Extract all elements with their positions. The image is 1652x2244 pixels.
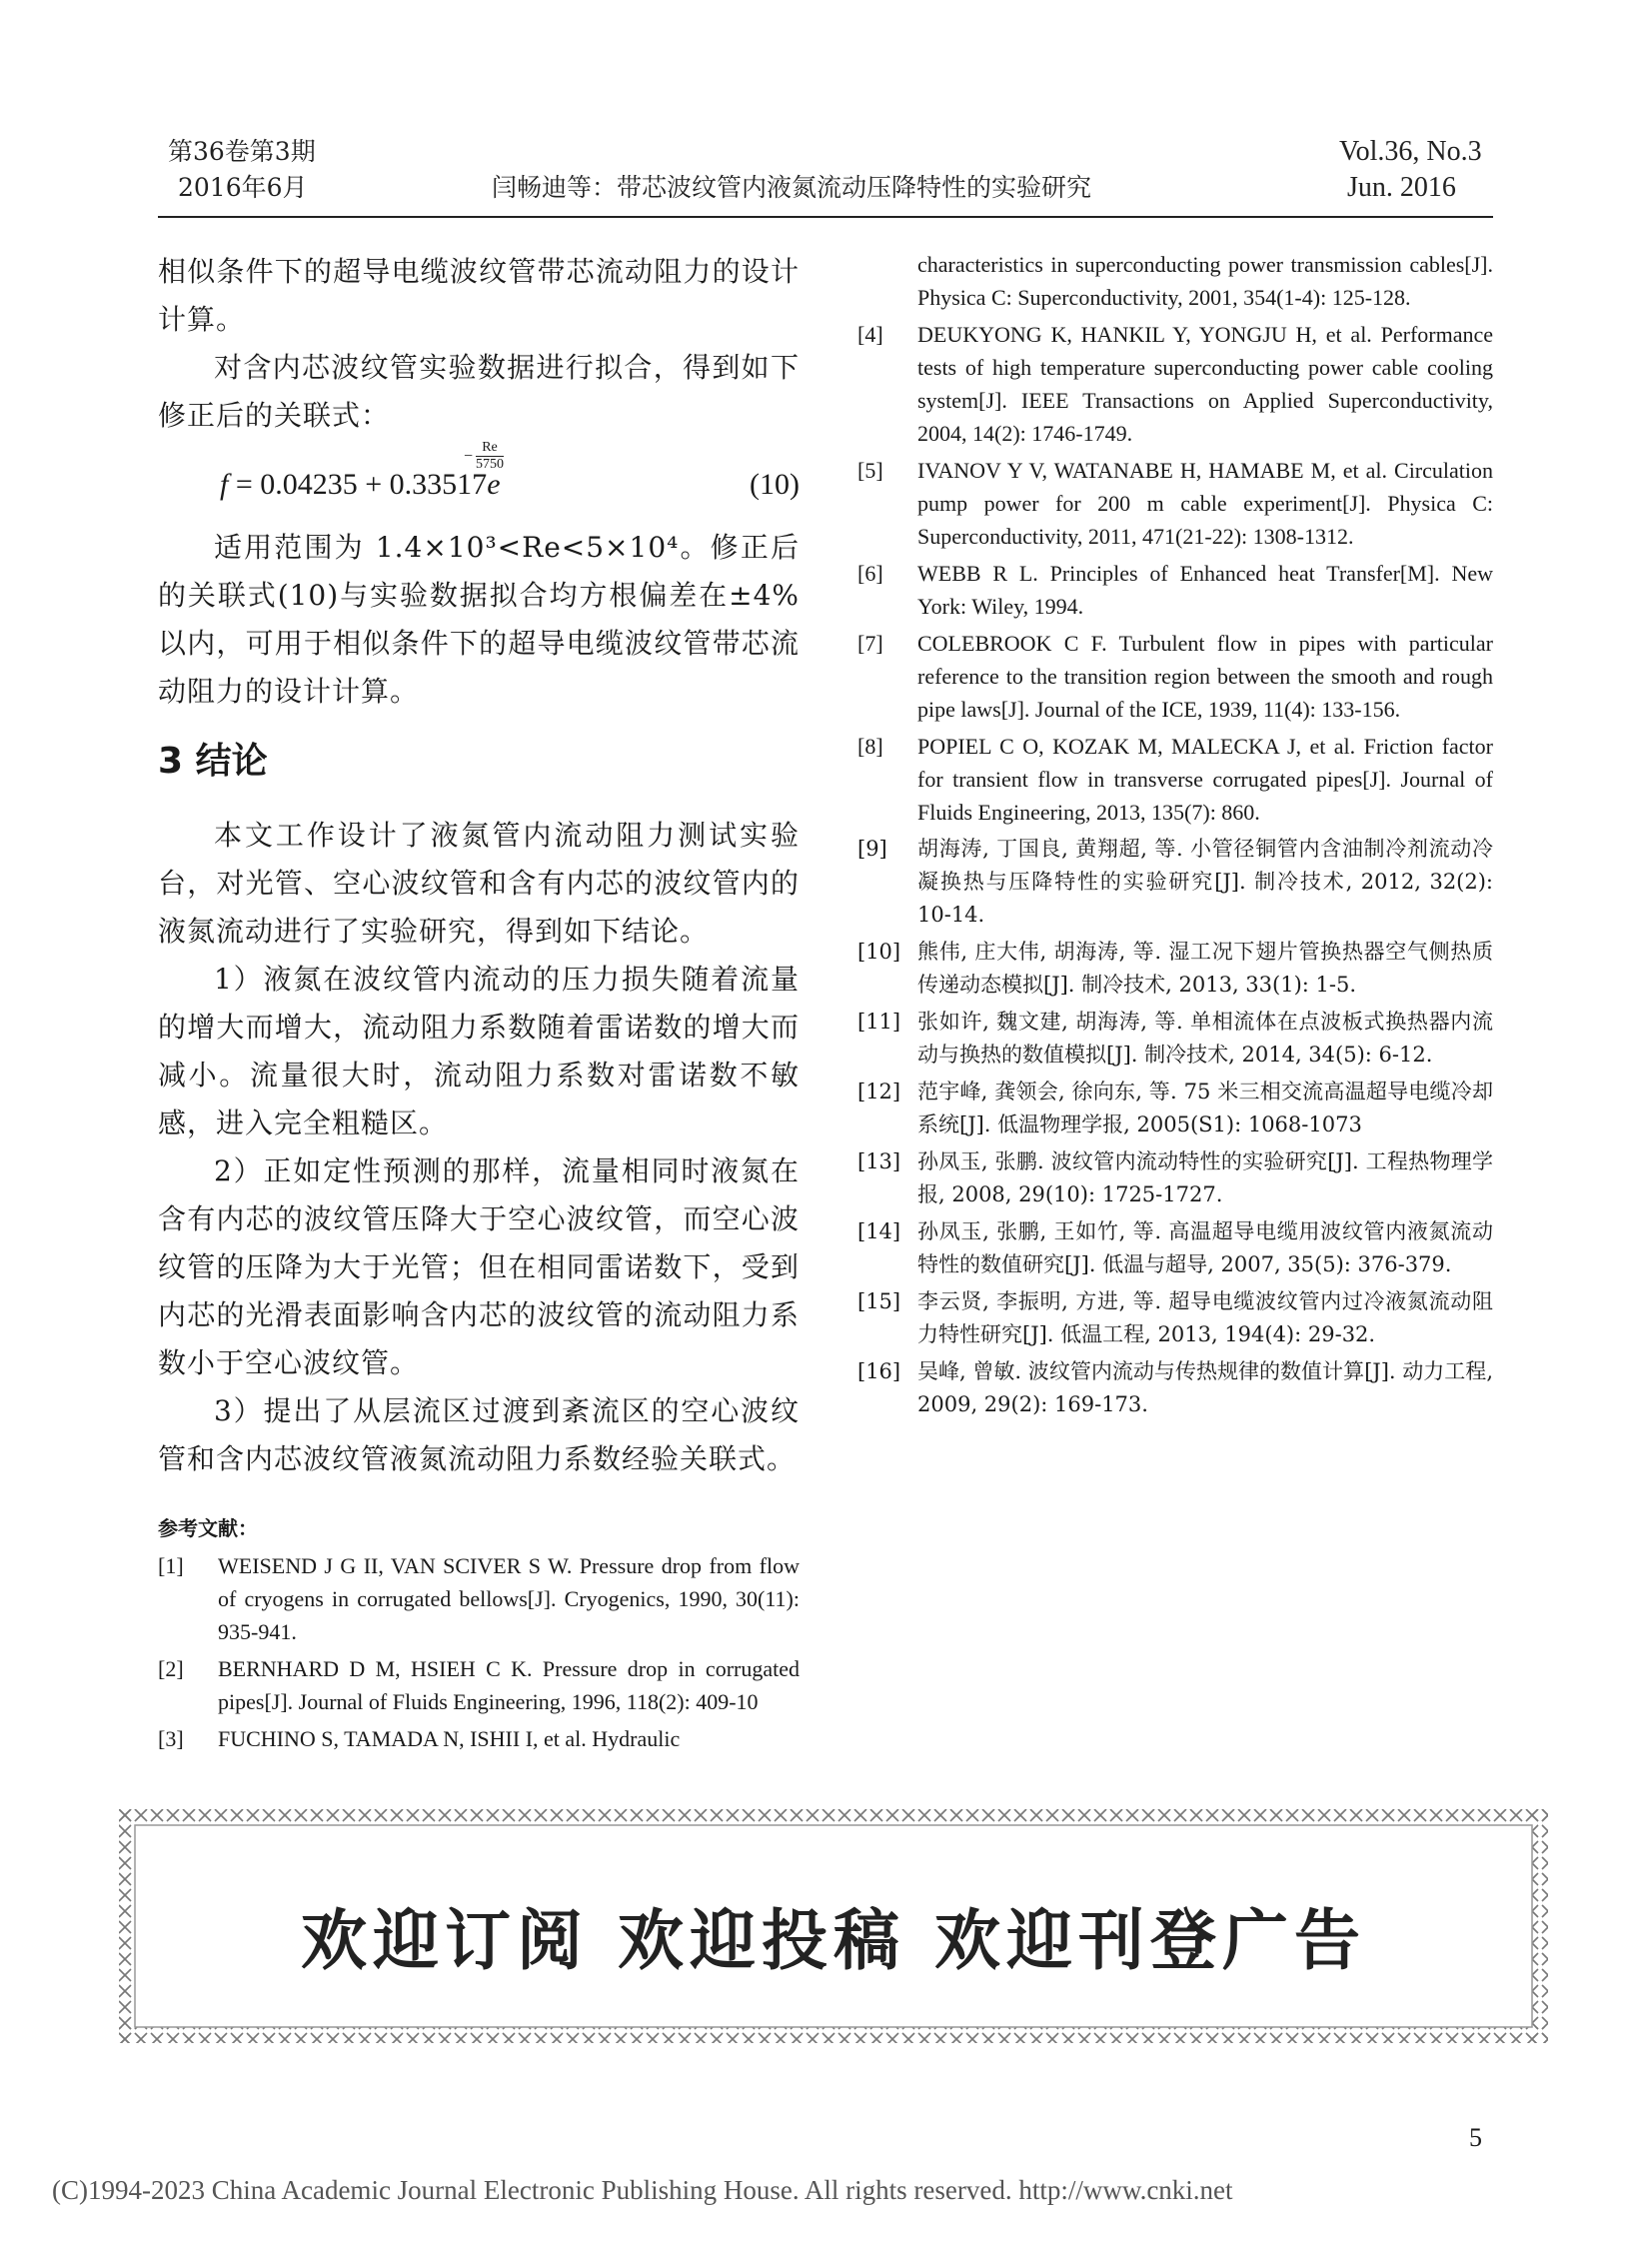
reference-item <box>857 1145 1493 1211</box>
paragraph: 2）正如定性预测的那样，流量相同时液氮在含有内芯的波纹管压降大于空心波纹管，而空心波纹管的压降为大于光管；但在相同雷诺数下，受到内芯的光滑表面影响含内芯的波纹管的流动阻力系数小于空心波纹管。 <box>158 1154 800 1379</box>
formula-exponent: − Re 5750 <box>464 440 504 472</box>
reference-number: [15] <box>857 1289 901 1313</box>
reference-number: [2] <box>158 1656 184 1681</box>
reference-item <box>158 1652 800 1718</box>
reference-text: 胡海涛, 丁国良, 黄翔超, 等. 小管径铜管内含油制冷剂流动冷凝换热与压降特性的实验研究[J]. 制冷技术, 2012, 32(2): 10-14. <box>917 837 1493 927</box>
header-vol-en: Vol.36, No.3 <box>1339 136 1482 167</box>
reference-item <box>857 730 1493 829</box>
reference-item <box>857 627 1493 726</box>
header-running-title: 闫畅迪等：带芯波纹管内液氮流动压降特性的实验研究 <box>492 173 1092 202</box>
reference-number: [12] <box>857 1080 901 1104</box>
reference-text: FUCHINO S, TAMADA N, ISHII I, et al. Hydraulic <box>218 1726 681 1751</box>
paragraph: 1）液氮在波纹管内流动的压力损失随着流量的增大而增大，流动阻力系数随着雷诺数的增大而减小。流量很大时，流动阻力系数对雷诺数不敏感，进入完全粗糙区。 <box>158 963 800 1139</box>
reference-text: WEBB R L. Principles of Enhanced heat Transfer[M]. New York: Wiley, 1994. <box>917 561 1493 619</box>
reference-number: [3] <box>158 1726 184 1751</box>
reference-list-right <box>857 318 1493 1421</box>
reference-text: 李云贤, 李振明, 方进, 等. 超导电缆波纹管内过冷液氮流动阻力特性研究[J]. 低温工程, 2013, 194(4): 29-32. <box>917 1289 1493 1346</box>
reference-text: DEUKYONG K, HANKIL Y, YONGJU H, et al. Performance tests of high temperature superconducting power cable cooling system[J]. IEEE Transactions on Applied Superconductivity, 2004, 14(2): 1746-1749. <box>917 322 1493 446</box>
reference-item <box>857 1076 1493 1141</box>
reference-item <box>857 318 1493 450</box>
left-column <box>158 248 800 1759</box>
reference-list-left <box>158 1549 800 1755</box>
reference-number: [9] <box>857 837 887 861</box>
banner-slogan: 欢迎订阅 欢迎投稿 欢迎刊登广告 <box>301 1901 1366 1979</box>
reference-number: [11] <box>857 1010 901 1034</box>
paragraph: 3）提出了从层流区过渡到紊流区的空心波纹管和含内芯波纹管液氮流动阻力系数经验关联式。 <box>158 1394 800 1475</box>
paragraph: 相似条件下的超导电缆波纹管带芯流动阻力的设计计算。 <box>158 255 800 336</box>
reference-item <box>857 936 1493 1002</box>
reference-text: POPIEL C O, KOZAK M, MALECKA J, et al. Friction factor for transient flow in transverse corrugated pipes[J]. Journal of Fluids Engineering, 2013, 135(7): 860. <box>917 734 1493 825</box>
reference-text: 范宇峰, 龚领会, 徐向东, 等. 75 米三相交流高温超导电缆冷却系统[J]. 低温物理学报, 2005(S1): 1068-1073 <box>917 1080 1493 1136</box>
reference-item <box>857 1215 1493 1281</box>
reference-number: [6] <box>857 561 883 586</box>
paragraph: 适用范围为 1.4×10³<Re<5×10⁴。修正后的关联式(10)与实验数据拟合均方根偏差在±4%以内，可用于相似条件下的超导电缆波纹管带芯流动阻力的设计计算。 <box>158 531 800 708</box>
reference-item <box>857 1355 1493 1421</box>
references-heading: 参考文献： <box>158 1516 258 1540</box>
right-column <box>857 248 1493 1425</box>
header-date: 2016年6月 <box>178 173 308 202</box>
reference-item <box>857 454 1493 553</box>
reference-number: [16] <box>857 1359 901 1383</box>
reference-item <box>857 833 1493 932</box>
reference-item <box>857 1006 1493 1072</box>
reference-number: [8] <box>857 734 883 759</box>
reference-text: COLEBROOK C F. Turbulent flow in pipes with particular reference to the transition region between the smooth and rough pipe laws[J]. Journal of the ICE, 1939, 11(4): 133-156. <box>917 631 1493 722</box>
reference-text: 吴峰, 曾敏. 波纹管内流动与传热规律的数值计算[J]. 动力工程, 2009, 29(2): 169-173. <box>917 1359 1493 1416</box>
equation-10 <box>158 440 800 524</box>
reference-text: WEISEND J G II, VAN SCIVER S W. Pressure drop from flow of cryogens in corrugated bellows[J]. Cryogenics, 1990, 30(11): 935-941. <box>218 1553 800 1644</box>
page-number: 5 <box>1469 2123 1482 2152</box>
reference-text: IVANOV Y V, WATANABE H, HAMABE M, et al. Circulation pump power for 200 m cable experiment[J]. Physica C: Superconductivity, 2011, 471(21-22): 1308-1312. <box>917 458 1493 549</box>
reference-number: [13] <box>857 1149 901 1173</box>
paragraph: 本文工作设计了液氮管内流动阻力测试实验台，对光管、空心波纹管和含有内芯的波纹管内的液氮流动进行了实验研究，得到如下结论。 <box>158 819 800 948</box>
reference-number: [14] <box>857 1219 901 1243</box>
paragraph: 对含内芯波纹管实验数据进行拟合，得到如下修正后的关联式： <box>158 351 800 432</box>
reference-number: [5] <box>857 458 883 483</box>
reference-number: [7] <box>857 631 883 656</box>
copyright-footer: (C)1994-2023 China Academic Journal Electronic Publishing House. All rights reserved. http://www.cnki.net <box>52 2175 1233 2205</box>
reference-text: 熊伟, 庄大伟, 胡海涛, 等. 湿工况下翅片管换热器空气侧热质传递动态模拟[J]. 制冷技术, 2013, 33(1): 1-5. <box>917 940 1493 997</box>
section-heading: 3 结论 <box>158 741 268 782</box>
reference-item <box>857 1285 1493 1351</box>
header-volume: 第36卷第3期 <box>168 137 316 166</box>
reference-number: [10] <box>857 940 901 964</box>
header-rule <box>158 216 1493 218</box>
reference-text: 张如许, 魏文建, 胡海涛, 等. 单相流体在点波板式换热器内流动与换热的数值模拟[J]. 制冷技术, 2014, 34(5): 6-12. <box>917 1010 1493 1067</box>
reference-text: 孙凤玉, 张鹏. 波纹管内流动特性的实验研究[J]. 工程热物理学报, 2008, 29(10): 1725-1727. <box>917 1149 1493 1206</box>
reference-number: [4] <box>857 322 883 347</box>
reference-text: 孙凤玉, 张鹏, 王如竹, 等. 高温超导电缆用波纹管内液氮流动特性的数值研究[J]. 低温与超导, 2007, 35(5): 376-379. <box>917 1219 1493 1276</box>
header-date-en: Jun. 2016 <box>1347 172 1456 203</box>
reference-item <box>158 1549 800 1648</box>
reference-continuation: characteristics in superconducting power transmission cables[J]. Physica C: Superconductivity, 2001, 354(1-4): 125-128. <box>917 252 1493 310</box>
formula-expression: f = 0.04235 + 0.33517e <box>220 468 501 501</box>
reference-item <box>857 557 1493 623</box>
reference-text: BERNHARD D M, HSIEH C K. Pressure drop in corrugated pipes[J]. Journal of Fluids Engineering, 1996, 118(2): 409-10 <box>218 1656 800 1714</box>
reference-number: [1] <box>158 1553 184 1578</box>
subscription-banner <box>117 1807 1550 2045</box>
reference-item <box>158 1722 800 1755</box>
equation-number: (10) <box>750 468 800 501</box>
